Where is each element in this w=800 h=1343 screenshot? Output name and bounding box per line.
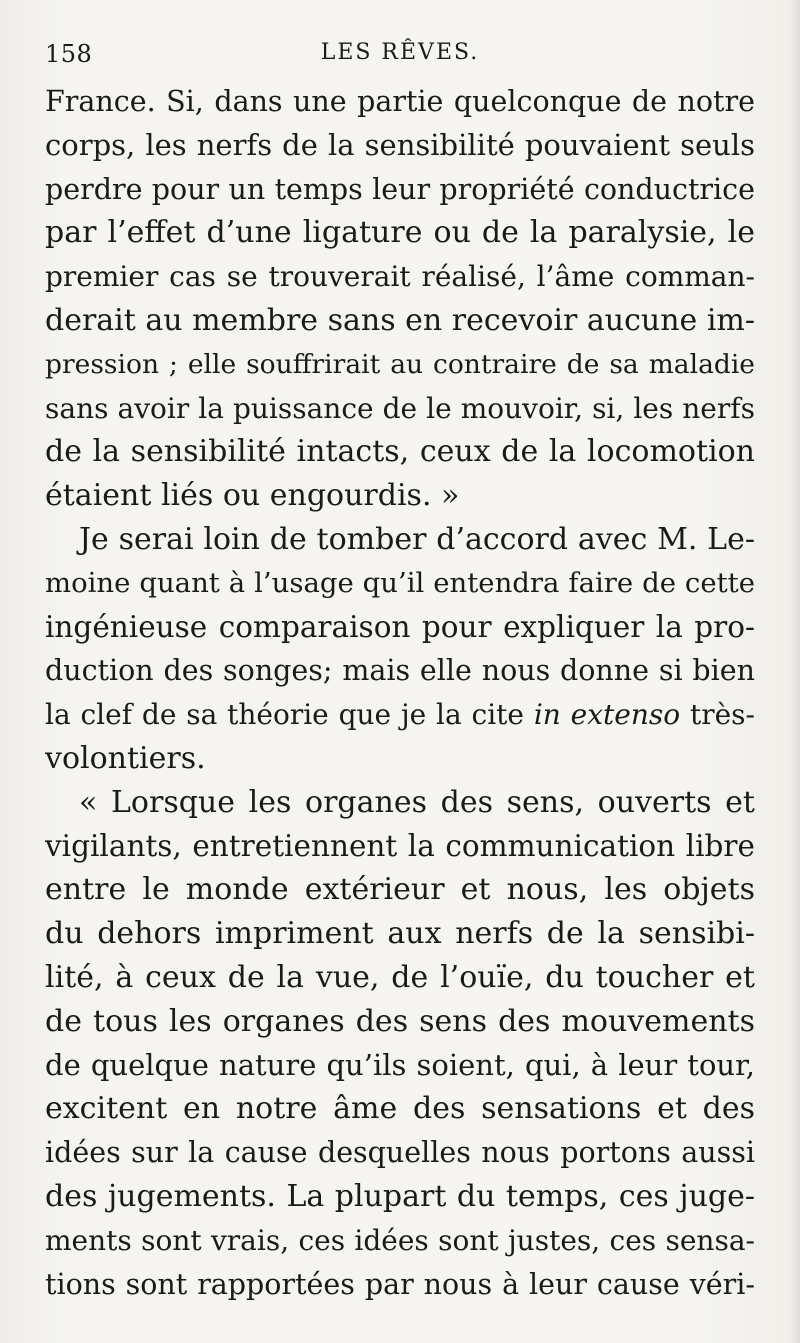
- paragraph-start-line: Je serai loin de tomber d’accord avec M. Le-: [79, 521, 755, 557]
- body-text: [45, 80, 755, 1306]
- page-edge-shadow: [790, 0, 800, 1343]
- text-segment: très-: [680, 698, 755, 732]
- text-segment: la clef de sa théorie que je la cite: [45, 698, 534, 732]
- text-line: vigilants, entretiennent la communication libre: [45, 828, 755, 863]
- text-line: France. Si, dans une partie quelconque de notre: [45, 85, 755, 118]
- text-line-with-italic: [45, 693, 755, 737]
- text-line: pression ; elle souffrirait au contraire de sa maladie: [45, 348, 755, 380]
- text-line: lité, à ceux de la vue, de l’ouïe, du toucher et: [45, 959, 755, 995]
- text-line: de tous les organes des sens des mouvements: [45, 1003, 755, 1039]
- paragraph-end-line: volontiers.: [45, 740, 206, 776]
- text-line: du dehors impriment aux nerfs de la sensibi-: [45, 916, 755, 952]
- text-line: entre le monde extérieur et nous, les objets: [45, 872, 755, 908]
- text-line: premier cas se trouverait réalisé, l’âme comman-: [45, 260, 755, 294]
- text-line: corps, les nerfs de la sensibilité pouvaient seuls: [45, 127, 755, 162]
- text-line: ments sont vrais, ces idées sont justes, ces sensa-: [45, 1223, 755, 1257]
- text-line: de quelque nature qu’ils soient, qui, à leur tour,: [45, 1047, 755, 1082]
- page-header: [45, 40, 755, 80]
- text-line: idées sur la cause desquelles nous portons aussi: [45, 1136, 755, 1170]
- running-title: LES RÊVES.: [320, 40, 480, 65]
- text-line: perdre pour un temps leur propriété conductrice: [45, 172, 755, 206]
- text-line: tions sont rapportées par nous à leur cause véri-: [45, 1267, 755, 1301]
- text-line: de la sensibilité intacts, ceux de la locomotion: [45, 434, 755, 470]
- page-number: 158: [45, 40, 93, 68]
- text-line: ingénieuse comparaison pour expliquer la pro-: [45, 609, 755, 644]
- text-line: par l’effet d’une ligature ou de la paralysie, le: [45, 215, 755, 251]
- text-line: des jugements. La plupart du temps, ces juge-: [45, 1178, 755, 1214]
- paragraph-start-line: « Lorsque les organes des sens, ouverts et: [79, 784, 755, 820]
- text-line: excitent en notre âme des sensations et des: [45, 1091, 755, 1127]
- text-line: derait au membre sans en recevoir aucune im-: [45, 302, 755, 338]
- text-line: sans avoir la puissance de le mouvoir, si, les nerfs: [45, 391, 755, 425]
- text-line: moine quant à l’usage qu’il entendra faire de cette: [45, 566, 755, 599]
- paragraph-end-line: étaient liés ou engourdis. »: [45, 478, 460, 514]
- text-line: duction des songes; mais elle nous donne si bien: [45, 654, 755, 688]
- italic-phrase: in extenso: [533, 698, 681, 732]
